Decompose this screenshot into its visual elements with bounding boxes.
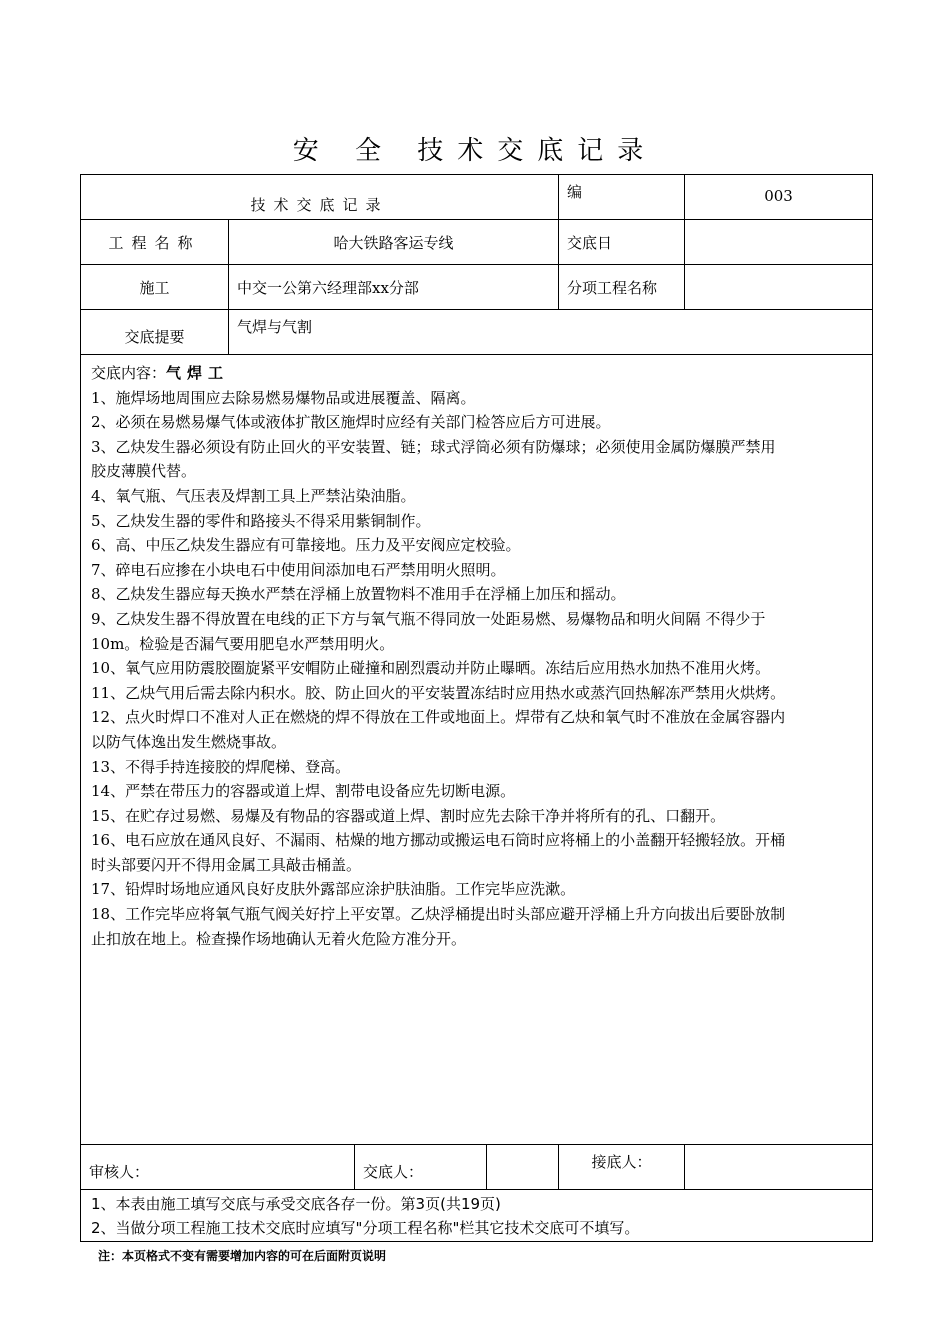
receiver-value [685,1145,873,1190]
notes-cell [81,1190,873,1242]
subproject-label: 分项工程名称 [559,265,685,310]
content-cell [81,355,873,1145]
date-label: 交底日 [559,220,685,265]
subproject-value [685,265,873,310]
content-line: 7、碎电石应掺在小块电石中使用间添加电石严禁用明火照明。 [91,560,506,579]
content-line: 1、施焊场地周围应去除易燃易爆物品或进展覆盖、隔离。 [91,388,476,407]
document-title: 安 全 技术交底记录 [292,136,658,166]
content-line: 18、工作完毕应将氧气瓶气阀关好拧上平安罩。乙炔浮桶提出时头部应避开浮桶上升方向拔出后要卧放制 [91,905,786,924]
reviewer-label: 审核人： [81,1145,355,1190]
content-lines [91,386,862,952]
content-line: 10m。检验是否漏气要用肥皂水严禁用明火。 [91,634,395,653]
project-name-label: 工程名称 [81,220,229,265]
content-line: 15、在贮存过易燃、易爆及有物品的容器或道上焊、割时应先去除干净并将所有的孔、口翻开。 [91,806,726,825]
content-prefix: 交底内容： [91,364,167,382]
note-line: 1、本表由施工填写交底与承受交底各存一份。第3页(共19页) [91,1194,501,1213]
content-line: 6、高、中压乙炔发生器应有可靠接地。压力及平安阀应定校验。 [91,536,521,555]
content-line: 10、氧气应用防震胶圈旋紧平安帽防止碰撞和剧烈震动并防止曝晒。冻结后应用热水加热不准用火烤。 [91,659,771,678]
project-name-value: 哈大铁路客运专线 [229,220,559,265]
presenter-label: 交底人： [355,1145,487,1190]
content-line: 14、严禁在带压力的容器或道上焊、割带电设备应先切断电源。 [91,782,516,801]
content-heading-line [91,361,862,386]
construction-value: 中交一公第六经理部xx分部 [229,265,559,310]
record-label: 技术交底记录 [81,175,559,220]
content-line: 止扣放在地上。检查操作场地确认无着火危险方准分开。 [91,929,467,948]
content-line: 以防气体逸出发生燃烧事故。 [91,732,287,751]
presenter-value [487,1145,559,1190]
summary-value: 气焊与气割 [229,310,873,355]
content-line: 8、乙炔发生器应每天换水严禁在浮桶上放置物料不准用手在浮桶上加压和摇动。 [91,585,626,604]
content-line: 16、电石应放在通风良好、不漏雨、枯燥的地方挪动或搬运电石筒时应将桶上的小盖翻开轻搬轻放。开桶 [91,831,786,850]
content-line: 11、乙炔气用后需去除内积水。胶、防止回火的平安装置冻结时应用热水或蒸汽回热解冻严禁用火烘烤。 [91,683,786,702]
content-line: 17、铅焊时场地应通风良好皮肤外露部应涂护肤油脂。工作完毕应洗漱。 [91,880,576,899]
summary-label: 交底提要 [81,310,229,355]
note-line: 2、当做分项工程施工技术交底时应填写"分项工程名称"栏其它技术交底可不填写。 [91,1218,640,1237]
content-heading: 气焊工 [166,364,230,382]
receiver-label: 接底人： [559,1145,685,1190]
content-line: 13、不得手持连接胶的焊爬梯、登高。 [91,757,351,776]
content-line: 5、乙炔发生器的零件和路接头不得采用紫铜制作。 [91,511,431,530]
content-line: 胶皮薄膜代替。 [91,462,197,481]
content-line: 3、乙炔发生器必须设有防止回火的平安装置、链；球式浮筒必须有防爆球；必须使用金属防爆膜严禁用 [91,437,776,456]
content-line: 9、乙炔发生器不得放置在电线的正下方与氧气瓶不得同放一处距易燃、易爆物品和明火间隔 不得少于 [91,609,766,628]
code-value: 003 [685,175,873,220]
code-label: 编 [559,175,685,220]
record-table [80,174,873,1242]
content-line: 4、氧气瓶、气压表及焊割工具上严禁沾染油脂。 [91,486,416,505]
construction-label: 施工 [81,265,229,310]
footnote: 注：本页格式不变有需要增加内容的可在后面附页说明 [98,1249,387,1263]
date-value [685,220,873,265]
content-line: 时头部要闪开不得用金属工具敲击桶盖。 [91,855,362,874]
content-line: 12、点火时焊口不准对人正在燃烧的焊不得放在工件或地面上。焊带有乙炔和氧气时不准放在金属容器内 [91,708,786,727]
content-line: 2、必须在易燃易爆气体或液体扩散区施焊时应经有关部门检答应后方可进展。 [91,413,611,432]
